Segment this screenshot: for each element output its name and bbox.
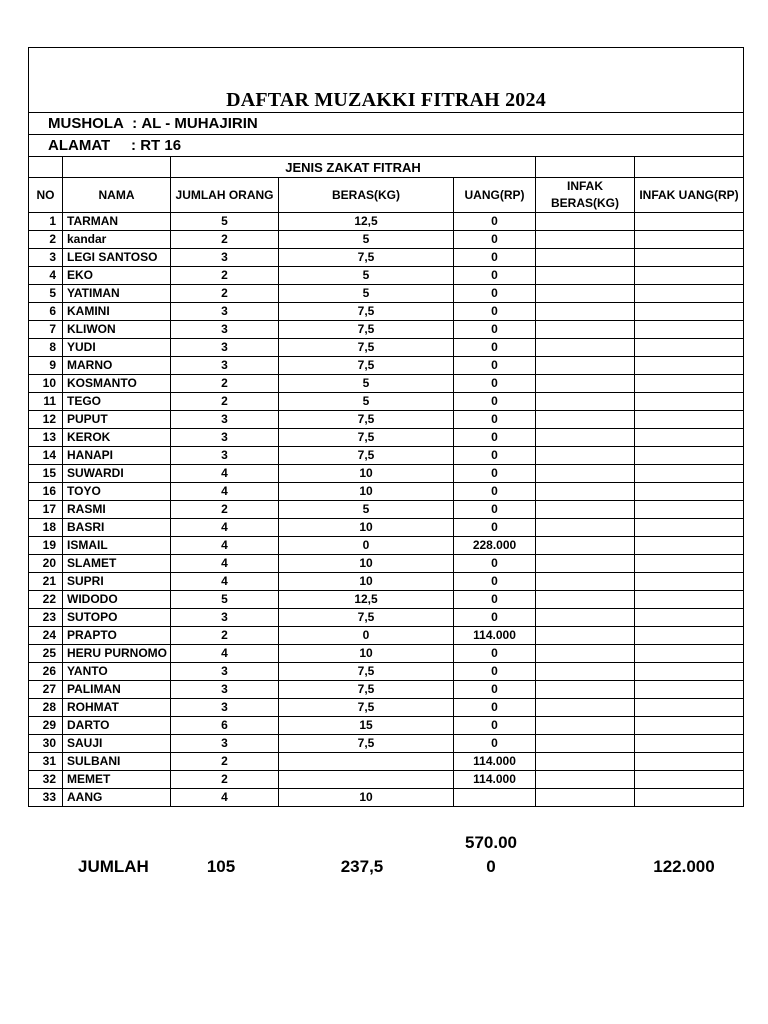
cell-nama: kandar	[63, 231, 171, 249]
cell-jumlah-orang: 2	[171, 627, 279, 645]
cell-jumlah-orang: 2	[171, 231, 279, 249]
cell-nama: TARMAN	[63, 213, 171, 231]
cell-infak-beras	[536, 267, 635, 285]
cell-infak-uang	[635, 249, 744, 267]
cell-nama: YANTO	[63, 663, 171, 681]
cell-infak-beras	[536, 213, 635, 231]
cell-beras	[279, 771, 454, 789]
cell-infak-uang	[635, 357, 744, 375]
cell-jumlah-orang: 2	[171, 771, 279, 789]
cell-jumlah-orang: 3	[171, 321, 279, 339]
table-row	[29, 285, 744, 303]
cell-infak-uang	[635, 771, 744, 789]
jenis-zakat-header: JENIS ZAKAT FITRAH	[171, 157, 536, 178]
table-row	[29, 375, 744, 393]
cell-beras: 10	[279, 555, 454, 573]
cell-infak-uang	[635, 555, 744, 573]
cell-no: 17	[29, 501, 63, 519]
cell-no: 5	[29, 285, 63, 303]
cell-uang: 0	[454, 393, 536, 411]
cell-jumlah-orang: 3	[171, 429, 279, 447]
cell-infak-beras	[536, 681, 635, 699]
cell-infak-beras	[536, 663, 635, 681]
cell-nama: TOYO	[63, 483, 171, 501]
table-row	[29, 231, 744, 249]
cell-beras: 10	[279, 645, 454, 663]
col-header-infak-beras: INFAK BERAS(KG)	[536, 178, 635, 213]
cell-no: 26	[29, 663, 63, 681]
cell-no: 6	[29, 303, 63, 321]
cell-jumlah-orang: 2	[171, 267, 279, 285]
cell-beras: 10	[279, 483, 454, 501]
group-header-empty	[63, 157, 171, 178]
cell-nama: MEMET	[63, 771, 171, 789]
cell-uang: 0	[454, 303, 536, 321]
cell-beras: 10	[279, 789, 454, 807]
cell-infak-uang	[635, 537, 744, 555]
cell-infak-beras	[536, 465, 635, 483]
cell-infak-uang	[635, 321, 744, 339]
cell-no: 12	[29, 411, 63, 429]
cell-uang: 0	[454, 483, 536, 501]
cell-jumlah-orang: 3	[171, 339, 279, 357]
cell-infak-beras	[536, 645, 635, 663]
cell-nama: SAUJI	[63, 735, 171, 753]
cell-beras: 7,5	[279, 447, 454, 465]
cell-jumlah-orang: 5	[171, 213, 279, 231]
table-row	[29, 465, 744, 483]
cell-beras: 5	[279, 267, 454, 285]
cell-beras: 15	[279, 717, 454, 735]
cell-uang: 0	[454, 429, 536, 447]
cell-infak-beras	[536, 537, 635, 555]
cell-jumlah-orang: 3	[171, 735, 279, 753]
cell-infak-uang	[635, 285, 744, 303]
cell-nama: BASRI	[63, 519, 171, 537]
cell-jumlah-orang: 3	[171, 663, 279, 681]
cell-uang: 0	[454, 357, 536, 375]
col-header-infak-uang: INFAK UANG(RP)	[635, 178, 744, 213]
cell-no: 18	[29, 519, 63, 537]
cell-no: 4	[29, 267, 63, 285]
cell-nama: PALIMAN	[63, 681, 171, 699]
cell-beras: 7,5	[279, 303, 454, 321]
cell-jumlah-orang: 4	[171, 483, 279, 501]
cell-infak-beras	[536, 339, 635, 357]
cell-uang: 0	[454, 699, 536, 717]
cell-jumlah-orang: 2	[171, 375, 279, 393]
cell-no: 22	[29, 591, 63, 609]
cell-beras: 0	[279, 537, 454, 555]
table-row	[29, 663, 744, 681]
table-row	[29, 249, 744, 267]
cell-beras: 5	[279, 501, 454, 519]
table-row	[29, 681, 744, 699]
table-row	[29, 519, 744, 537]
cell-uang: 0	[454, 339, 536, 357]
cell-nama: PRAPTO	[63, 627, 171, 645]
cell-uang: 0	[454, 501, 536, 519]
total-uang-line1: 570.00	[465, 833, 517, 852]
cell-infak-beras	[536, 357, 635, 375]
table-row	[29, 303, 744, 321]
cell-infak-beras	[536, 609, 635, 627]
cell-infak-uang	[635, 753, 744, 771]
cell-nama: SUWARDI	[63, 465, 171, 483]
cell-no: 1	[29, 213, 63, 231]
cell-infak-uang	[635, 789, 744, 807]
cell-no: 31	[29, 753, 63, 771]
cell-beras: 0	[279, 627, 454, 645]
cell-infak-uang	[635, 573, 744, 591]
title-row	[29, 48, 744, 113]
cell-nama: KAMINI	[63, 303, 171, 321]
cell-no: 10	[29, 375, 63, 393]
group-header-empty	[536, 157, 635, 178]
cell-jumlah-orang: 3	[171, 447, 279, 465]
cell-jumlah-orang: 3	[171, 681, 279, 699]
cell-infak-uang	[635, 231, 744, 249]
cell-jumlah-orang: 2	[171, 753, 279, 771]
cell-beras	[279, 753, 454, 771]
cell-nama: YATIMAN	[63, 285, 171, 303]
cell-jumlah-orang: 4	[171, 555, 279, 573]
cell-beras: 10	[279, 519, 454, 537]
total-infak-uang: 122.000	[653, 857, 715, 876]
cell-infak-beras	[536, 285, 635, 303]
cell-nama: AANG	[63, 789, 171, 807]
cell-infak-beras	[536, 249, 635, 267]
cell-infak-uang	[635, 519, 744, 537]
cell-infak-beras	[536, 753, 635, 771]
cell-beras: 5	[279, 231, 454, 249]
cell-infak-uang	[635, 339, 744, 357]
cell-no: 20	[29, 555, 63, 573]
table-row	[29, 393, 744, 411]
cell-nama: ROHMAT	[63, 699, 171, 717]
mushola-row	[29, 113, 744, 135]
cell-no: 27	[29, 681, 63, 699]
cell-beras: 7,5	[279, 735, 454, 753]
cell-nama: DARTO	[63, 717, 171, 735]
cell-nama: MARNO	[63, 357, 171, 375]
cell-nama: SUPRI	[63, 573, 171, 591]
cell-no: 19	[29, 537, 63, 555]
cell-jumlah-orang: 4	[171, 645, 279, 663]
cell-jumlah-orang: 5	[171, 591, 279, 609]
cell-no: 21	[29, 573, 63, 591]
table-row	[29, 339, 744, 357]
cell-beras: 7,5	[279, 663, 454, 681]
cell-nama: HANAPI	[63, 447, 171, 465]
cell-nama: RASMI	[63, 501, 171, 519]
cell-infak-beras	[536, 447, 635, 465]
cell-beras: 10	[279, 465, 454, 483]
cell-jumlah-orang: 4	[171, 465, 279, 483]
group-header-empty	[635, 157, 744, 178]
cell-no: 2	[29, 231, 63, 249]
cell-infak-uang	[635, 483, 744, 501]
cell-uang: 0	[454, 591, 536, 609]
table-row	[29, 753, 744, 771]
cell-no: 25	[29, 645, 63, 663]
cell-infak-uang	[635, 591, 744, 609]
cell-beras: 7,5	[279, 699, 454, 717]
table-row	[29, 789, 744, 807]
page-title: DAFTAR MUZAKKI FITRAH 2024	[29, 48, 744, 113]
cell-infak-beras	[536, 501, 635, 519]
total-beras: 237,5	[340, 857, 384, 876]
cell-uang: 0	[454, 249, 536, 267]
cell-infak-uang	[635, 663, 744, 681]
col-header-nama: NAMA	[63, 178, 171, 213]
cell-infak-beras	[536, 789, 635, 807]
cell-beras: 7,5	[279, 681, 454, 699]
cell-infak-uang	[635, 213, 744, 231]
table-row	[29, 501, 744, 519]
cell-uang: 114.000	[454, 771, 536, 789]
cell-infak-beras	[536, 483, 635, 501]
cell-infak-uang	[635, 393, 744, 411]
cell-no: 32	[29, 771, 63, 789]
col-header-no: NO	[29, 178, 63, 213]
cell-jumlah-orang: 3	[171, 699, 279, 717]
cell-beras: 5	[279, 285, 454, 303]
cell-beras: 7,5	[279, 411, 454, 429]
cell-infak-uang	[635, 429, 744, 447]
group-header-empty	[29, 157, 63, 178]
cell-uang: 0	[454, 321, 536, 339]
cell-infak-uang	[635, 465, 744, 483]
table-row	[29, 321, 744, 339]
col-header-uang: UANG(RP)	[454, 178, 536, 213]
cell-no: 13	[29, 429, 63, 447]
muzakki-table	[28, 47, 744, 807]
group-header-row	[29, 157, 744, 178]
cell-beras: 5	[279, 393, 454, 411]
cell-jumlah-orang: 2	[171, 285, 279, 303]
cell-uang: 0	[454, 663, 536, 681]
cell-infak-uang	[635, 267, 744, 285]
table-row	[29, 699, 744, 717]
cell-nama: SULBANI	[63, 753, 171, 771]
table-row	[29, 429, 744, 447]
cell-infak-beras	[536, 735, 635, 753]
cell-uang	[454, 789, 536, 807]
cell-jumlah-orang: 6	[171, 717, 279, 735]
cell-infak-beras	[536, 375, 635, 393]
cell-jumlah-orang: 4	[171, 789, 279, 807]
cell-jumlah-orang: 3	[171, 609, 279, 627]
table-row	[29, 267, 744, 285]
table-row	[29, 357, 744, 375]
cell-beras: 12,5	[279, 213, 454, 231]
cell-nama: SUTOPO	[63, 609, 171, 627]
cell-uang: 0	[454, 519, 536, 537]
cell-infak-beras	[536, 555, 635, 573]
table-row	[29, 447, 744, 465]
cell-infak-beras	[536, 393, 635, 411]
cell-infak-beras	[536, 591, 635, 609]
cell-infak-beras	[536, 411, 635, 429]
cell-no: 8	[29, 339, 63, 357]
cell-uang: 0	[454, 465, 536, 483]
cell-nama: YUDI	[63, 339, 171, 357]
cell-beras: 7,5	[279, 429, 454, 447]
cell-jumlah-orang: 2	[171, 393, 279, 411]
cell-nama: KEROK	[63, 429, 171, 447]
alamat-info: ALAMAT : RT 16	[29, 135, 744, 157]
cell-infak-uang	[635, 609, 744, 627]
cell-infak-uang	[635, 303, 744, 321]
cell-nama: SLAMET	[63, 555, 171, 573]
cell-jumlah-orang: 3	[171, 249, 279, 267]
cell-jumlah-orang: 3	[171, 411, 279, 429]
cell-uang: 0	[454, 267, 536, 285]
cell-beras: 7,5	[279, 357, 454, 375]
cell-uang: 0	[454, 735, 536, 753]
table-row	[29, 555, 744, 573]
cell-beras: 7,5	[279, 321, 454, 339]
cell-infak-beras	[536, 303, 635, 321]
cell-uang: 0	[454, 717, 536, 735]
table-row	[29, 213, 744, 231]
cell-nama: PUPUT	[63, 411, 171, 429]
cell-uang: 0	[454, 285, 536, 303]
cell-uang: 0	[454, 609, 536, 627]
cell-no: 16	[29, 483, 63, 501]
cell-jumlah-orang: 3	[171, 357, 279, 375]
cell-infak-beras	[536, 321, 635, 339]
cell-jumlah-orang: 2	[171, 501, 279, 519]
cell-infak-beras	[536, 717, 635, 735]
cell-nama: LEGI SANTOSO	[63, 249, 171, 267]
cell-infak-beras	[536, 771, 635, 789]
mushola-label: MUSHOLA	[48, 115, 124, 132]
alamat-value: RT 16	[140, 137, 182, 154]
cell-uang: 0	[454, 375, 536, 393]
cell-infak-beras	[536, 699, 635, 717]
cell-nama: EKO	[63, 267, 171, 285]
cell-no: 29	[29, 717, 63, 735]
cell-beras: 12,5	[279, 591, 454, 609]
column-header-row	[29, 178, 744, 213]
cell-nama: TEGO	[63, 393, 171, 411]
cell-infak-uang	[635, 681, 744, 699]
cell-beras: 7,5	[279, 339, 454, 357]
cell-nama: ISMAIL	[63, 537, 171, 555]
mushola-info: MUSHOLA : AL - MUHAJIRIN	[29, 113, 744, 135]
cell-infak-uang	[635, 447, 744, 465]
cell-no: 3	[29, 249, 63, 267]
cell-beras: 10	[279, 573, 454, 591]
cell-uang: 0	[454, 213, 536, 231]
cell-nama: KLIWON	[63, 321, 171, 339]
cell-uang: 0	[454, 573, 536, 591]
cell-infak-uang	[635, 645, 744, 663]
cell-uang: 0	[454, 447, 536, 465]
cell-no: 33	[29, 789, 63, 807]
cell-no: 28	[29, 699, 63, 717]
total-orang: 105	[206, 857, 236, 876]
cell-no: 24	[29, 627, 63, 645]
cell-jumlah-orang: 4	[171, 573, 279, 591]
col-header-jumlah-orang: JUMLAH ORANG	[171, 178, 279, 213]
cell-infak-beras	[536, 519, 635, 537]
cell-nama: WIDODO	[63, 591, 171, 609]
cell-infak-uang	[635, 501, 744, 519]
cell-uang: 114.000	[454, 753, 536, 771]
cell-no: 7	[29, 321, 63, 339]
table-row	[29, 717, 744, 735]
cell-nama: HERU PURNOMO	[63, 645, 171, 663]
table-row	[29, 411, 744, 429]
table-row	[29, 771, 744, 789]
cell-no: 11	[29, 393, 63, 411]
cell-uang: 0	[454, 231, 536, 249]
cell-no: 9	[29, 357, 63, 375]
cell-infak-uang	[635, 411, 744, 429]
cell-uang: 0	[454, 411, 536, 429]
cell-uang: 114.000	[454, 627, 536, 645]
table-row	[29, 591, 744, 609]
table-row	[29, 645, 744, 663]
cell-beras: 7,5	[279, 609, 454, 627]
cell-infak-beras	[536, 429, 635, 447]
cell-infak-beras	[536, 573, 635, 591]
cell-infak-uang	[635, 627, 744, 645]
cell-infak-beras	[536, 627, 635, 645]
table-row	[29, 573, 744, 591]
cell-jumlah-orang: 4	[171, 519, 279, 537]
col-header-beras: BERAS(KG)	[279, 178, 454, 213]
cell-no: 14	[29, 447, 63, 465]
cell-no: 30	[29, 735, 63, 753]
table-row	[29, 483, 744, 501]
cell-uang: 0	[454, 645, 536, 663]
cell-uang: 0	[454, 681, 536, 699]
alamat-label: ALAMAT	[48, 137, 111, 154]
cell-infak-beras	[536, 231, 635, 249]
cell-jumlah-orang: 3	[171, 303, 279, 321]
cell-beras: 5	[279, 375, 454, 393]
alamat-row	[29, 135, 744, 157]
cell-beras: 7,5	[279, 249, 454, 267]
cell-no: 23	[29, 609, 63, 627]
mushola-value: AL - MUHAJIRIN	[141, 115, 258, 132]
table-row	[29, 735, 744, 753]
cell-infak-uang	[635, 735, 744, 753]
cell-jumlah-orang: 4	[171, 537, 279, 555]
table-row	[29, 537, 744, 555]
cell-uang: 0	[454, 555, 536, 573]
cell-nama: KOSMANTO	[63, 375, 171, 393]
cell-no: 15	[29, 465, 63, 483]
table-row	[29, 609, 744, 627]
total-uang-line2: 0	[486, 857, 496, 876]
cell-uang: 228.000	[454, 537, 536, 555]
cell-infak-uang	[635, 717, 744, 735]
table-row	[29, 627, 744, 645]
cell-infak-uang	[635, 375, 744, 393]
cell-infak-uang	[635, 699, 744, 717]
totals-label: JUMLAH	[78, 857, 149, 876]
